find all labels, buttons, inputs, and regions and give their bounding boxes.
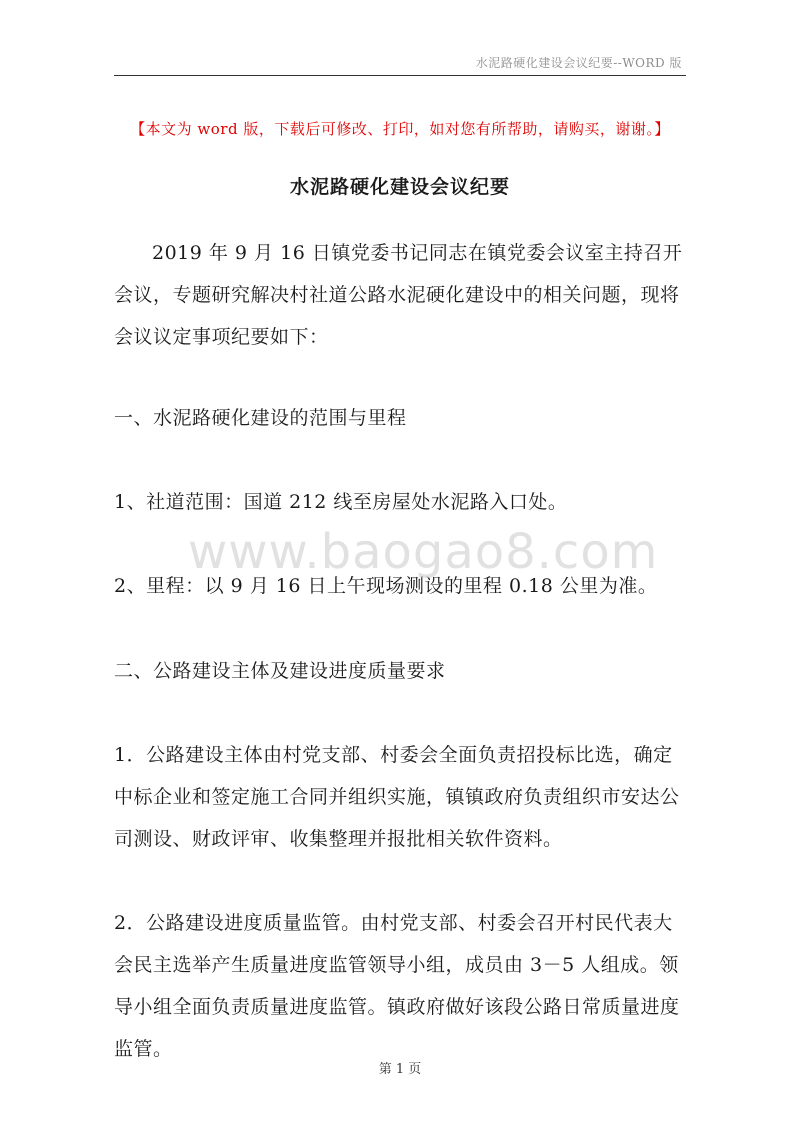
purchase-notice: 【本文为 word 版，下载后可修改、打印，如对您有所帮助，请购买，谢谢。】 <box>130 120 670 138</box>
section2-heading: 二、公路建设主体及建设进度质量要求 <box>114 660 446 682</box>
header-rule <box>114 75 686 76</box>
running-header: 水泥路硬化建设会议纪要--WORD 版 <box>475 56 682 70</box>
section1-heading: 一、水泥路硬化建设的范围与里程 <box>114 407 407 429</box>
section2-item-2: 2．公路建设进度质量监管。由村党支部、村委会召开村民代表大会民主选举产生质量进度监管领导小组，成员由 3－5 人组成。领导小组全面负责质量进度监管。镇政府做好该段公路日常质量进度监管。 <box>114 912 680 1060</box>
section2-item-1: 1．公路建设主体由村党支部、村委会全面负责招投标比选，确定中标企业和签定施工合同并组织实施，镇镇政府负责组织市安达公司测设、财政评审、收集整理并报批相关软件资料。 <box>114 744 680 850</box>
watermark: www.baogao8.com <box>188 524 659 580</box>
page-number: 第 1 页 <box>378 1062 422 1077</box>
intro-paragraph: 2019 年 9 月 16 日镇党委书记同志在镇党委会议室主持召开会议，专题研究解决村社道公路水泥硬化建设中的相关问题，现将会议议定事项纪要如下： <box>114 242 683 348</box>
document-title: 水泥路硬化建设会议纪要 <box>289 176 510 198</box>
section1-item-1: 1、社道范围：国道 212 线至房屋处水泥路入口处。 <box>114 491 568 513</box>
section1-item-2: 2、里程：以 9 月 16 日上午现场测设的里程 0.18 公里为准。 <box>114 575 658 597</box>
